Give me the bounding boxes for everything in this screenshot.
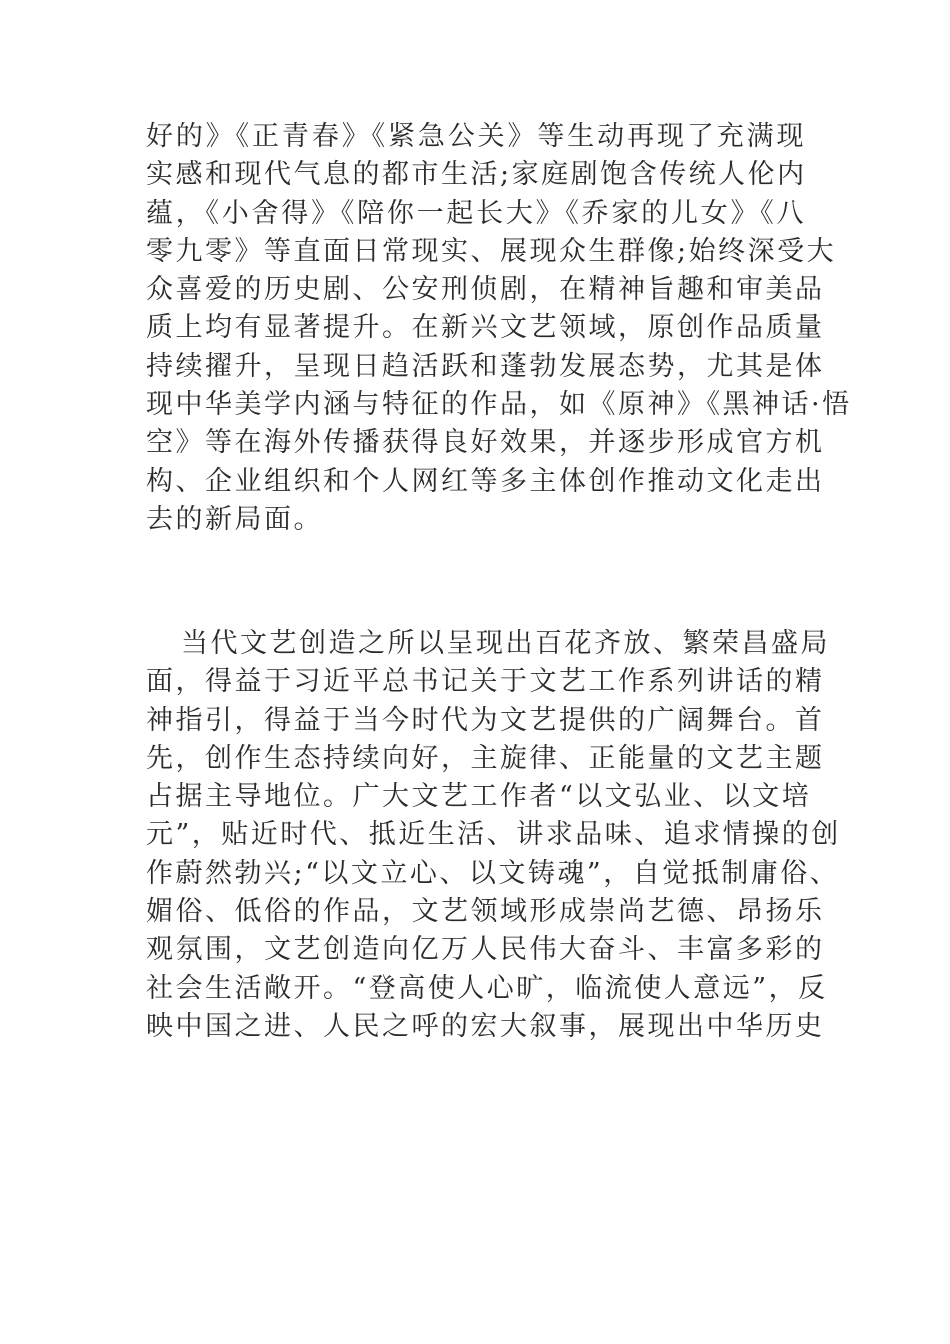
paragraph-line: 映中国之进、人民之呼的宏大叙事，展现出中华历史	[146, 1010, 825, 1042]
paragraph-line: 作蔚然勃兴;“以文立心、以文铸魂”，自觉抵制庸俗、	[146, 857, 840, 889]
paragraph-line: 占据主导地位。广大文艺工作者“以文弘业、以文培	[146, 781, 812, 813]
paragraph-line: 持续擢升，呈现日趋活跃和蓬勃发展态势，尤其是体	[146, 350, 825, 382]
paragraph-1	[146, 118, 852, 539]
paragraph-line: 众喜爱的历史剧、公安刑侦剧，在精神旨趣和审美品	[146, 274, 825, 306]
paragraph-line: 神指引，得益于当今时代为文艺提供的广阔舞台。首	[146, 704, 825, 736]
paragraph-line: 实感和现代气息的都市生活;家庭剧饱含传统人伦内	[146, 159, 807, 191]
paragraph-line: 构、企业组织和个人网红等多主体创作推动文化走出	[146, 465, 825, 497]
paragraph-line: 先，创作生态持续向好，主旋律、正能量的文艺主题	[146, 742, 825, 774]
paragraph-line: 当代文艺创造之所以呈现出百花齐放、繁荣昌盛局	[181, 628, 830, 659]
paragraph-line: 质上均有显著提升。在新兴文艺领域，原创作品质量	[146, 312, 825, 344]
paragraph-line: 观氛围，文艺创造向亿万人民伟大奋斗、丰富多彩的	[146, 934, 825, 966]
paragraph-line: 零九零》等直面日常现实、展现众生群像;始终深受大	[146, 235, 837, 267]
paragraph-line: 去的新局面。	[146, 503, 323, 535]
paragraph-line: 元”，贴近时代、抵近生活、讲求品味、追求情操的创	[146, 819, 841, 851]
paragraph-line: 媚俗、低俗的作品，文艺领域形成崇尚艺德、昂扬乐	[146, 896, 825, 928]
paragraph-line: 好的》《正青春》《紧急公关》等生动再现了充满现	[146, 121, 806, 152]
paragraph-line: 现中华美学内涵与特征的作品，如《原神》《黑神话·悟	[146, 389, 852, 421]
paragraph-line: 空》等在海外传播获得良好效果，并逐步形成官方机	[146, 427, 825, 459]
paragraph-line: 面，得益于习近平总书记关于文艺工作系列讲话的精	[146, 666, 825, 698]
paragraph-2	[146, 625, 841, 1046]
paragraph-line: 蕴，《小舍得》《陪你一起长大》《乔家的儿女》《八	[146, 197, 806, 229]
paragraph-line: 社会生活敞开。“登高使人心旷，临流使人意远”，反	[146, 972, 828, 1004]
